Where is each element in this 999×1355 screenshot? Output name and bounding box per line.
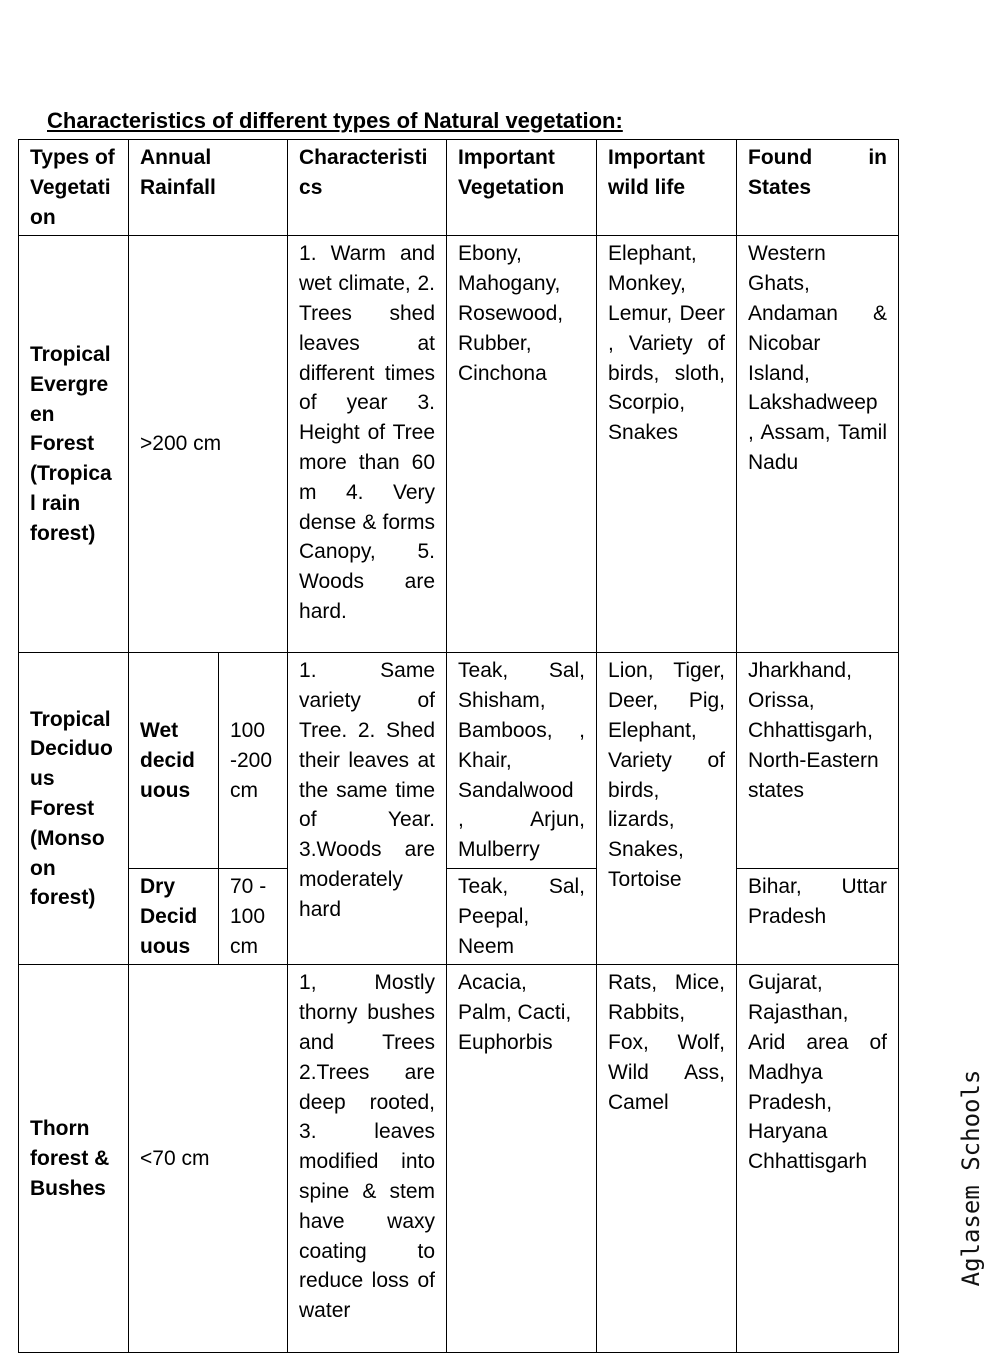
- dry-deciduous-rainfall: 70 - 100 cm: [219, 868, 288, 964]
- header-wildlife: Important wild life: [597, 140, 737, 236]
- dry-deciduous-vegetation: Teak, Sal, Peepal, Neem: [447, 868, 597, 964]
- wet-deciduous-subtype: Wet deciduous: [129, 653, 219, 869]
- header-states: Found in States: [737, 140, 899, 236]
- deciduous-wildlife: Lion, Tiger, Deer, Pig, Elephant, Variety of birds, lizards, Snakes, Tortoise: [597, 653, 737, 965]
- table-row: [19, 868, 899, 964]
- watermark: Aglasem Schools: [957, 1069, 985, 1287]
- table-row: [19, 965, 899, 1353]
- thorn-characteristics: 1, Mostly thorny bushes and Trees 2.Trees are deep rooted, 3. leaves modified into spine & stem have waxy coating to reduce loss of water: [288, 965, 447, 1353]
- thorn-vegetation: Acacia, Palm, Cacti, Euphorbis: [447, 965, 597, 1353]
- header-type: Types of Vegetation: [19, 140, 129, 236]
- page-title: Characteristics of different types of Natural vegetation:: [47, 108, 623, 133]
- header-rainfall: Annual Rainfall: [129, 140, 288, 236]
- thorn-type: Thorn forest & Bushes: [19, 965, 129, 1353]
- evergreen-characteristics: 1. Warm and wet climate, 2. Trees shed leaves at different times of year 3. Height of Tree more than 60 m 4. Very dense & forms Canopy, 5. Woods are hard.: [288, 236, 447, 653]
- header-row: [19, 140, 899, 236]
- evergreen-states: Western Ghats, Andaman & Nicobar Island, Lakshadweep , Assam, Tamil Nadu: [737, 236, 899, 653]
- table-row: [19, 653, 899, 869]
- vegetation-table: [18, 139, 899, 1353]
- deciduous-characteristics: 1. Same variety of Tree. 2. Shed their leaves at the same time of Year. 3.Woods are moderately hard: [288, 653, 447, 965]
- wet-deciduous-states: Jharkhand, Orissa, Chhattisgarh, North-Eastern states: [737, 653, 899, 869]
- evergreen-wildlife: Elephant, Monkey, Lemur, Deer , Variety of birds, sloth, Scorpio, Snakes: [597, 236, 737, 653]
- wet-deciduous-vegetation: Teak, Sal, Shisham, Bamboos, , Khair, Sandalwood , Arjun, Mulberry: [447, 653, 597, 869]
- dry-deciduous-states: Bihar, Uttar Pradesh: [737, 868, 899, 964]
- evergreen-rainfall: >200 cm: [129, 236, 288, 653]
- header-vegetation: Important Vegetation: [447, 140, 597, 236]
- thorn-rainfall: <70 cm: [129, 965, 288, 1353]
- evergreen-vegetation: Ebony, Mahogany, Rosewood, Rubber, Cinchona: [447, 236, 597, 653]
- wet-deciduous-rainfall: 100 -200 cm: [219, 653, 288, 869]
- thorn-wildlife: Rats, Mice, Rabbits, Fox, Wolf, Wild Ass, Camel: [597, 965, 737, 1353]
- table-row: [19, 236, 899, 653]
- header-characteristics: Characteristics: [288, 140, 447, 236]
- thorn-states: Gujarat, Rajasthan, Arid area of Madhya Pradesh, Haryana Chhattisgarh: [737, 965, 899, 1353]
- deciduous-type: Tropical Deciduous Forest (Monsoon forest): [19, 653, 129, 965]
- evergreen-type: Tropical Evergreen Forest (Tropical rain forest): [19, 236, 129, 653]
- dry-deciduous-subtype: Dry Deciduous: [129, 868, 219, 964]
